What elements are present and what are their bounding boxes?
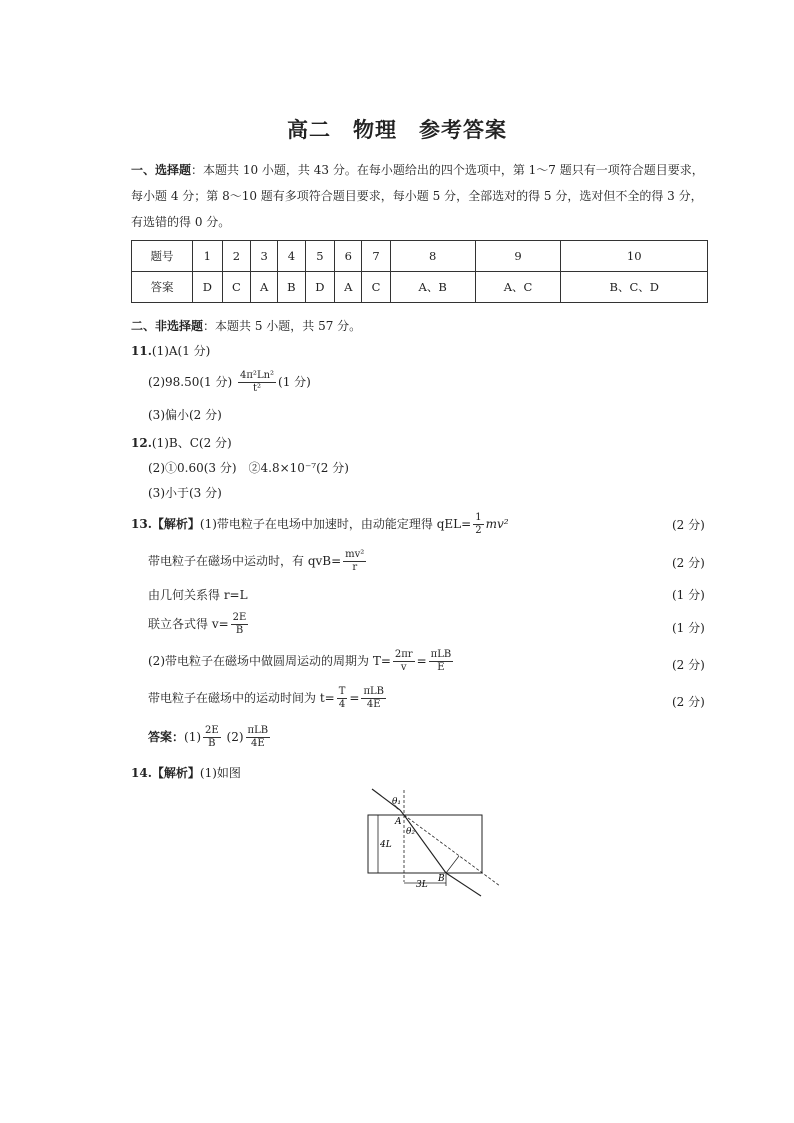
q12-part1 <box>131 434 232 451</box>
q13-answer-label: 答案： <box>148 730 185 744</box>
q13-line6-fraction-b <box>361 686 386 711</box>
q11-formula <box>238 370 276 395</box>
cell-number: 5 <box>305 241 335 272</box>
q11-part2 <box>148 370 311 395</box>
q11-part2-prefix: (2)98.50(1 分) <box>148 375 233 389</box>
q13-line2-text: 带电粒子在磁场中运动时，有 qvB= <box>148 554 342 568</box>
emergent-ray <box>446 873 481 896</box>
cell-answer: B <box>278 272 305 303</box>
q13-line5-text: (2)带电粒子在磁场中做圆周运动的周期为 T= <box>148 654 391 668</box>
q13-line5-score: (2 分) <box>672 658 705 672</box>
q13-number: 13. <box>131 517 152 531</box>
cell-answer: A、B <box>390 272 475 303</box>
table-row-answers <box>132 272 708 303</box>
q12-part1-text: (1)B、C(2 分) <box>151 436 232 450</box>
q13-line4-fraction <box>231 612 249 637</box>
section1-text: ：本题共 10 小题，共 43 分。在每小题给出的四个选项中，第 1～7 题只有一项符合题目要求，每小题 4 分；第 8～10 题有多项符合题目要求，每小题 5 分，全部选对的得 5 分，选对但不全的得 3 分，有选错的得 0 分。 <box>131 163 704 229</box>
fraction-denominator: E <box>437 662 445 673</box>
extended-incident-line <box>404 815 500 886</box>
q12-part2: (2)①0.60(3 分) ②4.8×10⁻⁷(2 分) <box>148 461 349 475</box>
cell-number: 1 <box>193 241 223 272</box>
cell-answer: D <box>305 272 335 303</box>
q12-number: 12. <box>131 436 152 450</box>
q14-number: 14. <box>131 766 152 780</box>
cell-answer: C <box>222 272 250 303</box>
cell-number: 6 <box>335 241 362 272</box>
cell-answer: C <box>362 272 390 303</box>
q11-part1-text: (1)A(1 分) <box>151 344 211 358</box>
fraction-denominator: v <box>400 662 407 673</box>
q13-line3-score: (1 分) <box>672 588 705 602</box>
fraction-denominator: B <box>208 738 216 749</box>
q13-line6-fraction-a <box>337 686 348 711</box>
q13-line2-fraction <box>343 549 366 574</box>
q13-line1-fraction <box>473 512 483 537</box>
q13-line6-equals: = <box>349 691 360 705</box>
cell-number: 3 <box>251 241 278 272</box>
cell-number: 2 <box>222 241 250 272</box>
fraction-numerator: mv² <box>345 549 365 560</box>
fraction-numerator: 2E <box>232 612 247 623</box>
fraction-numerator: πLB <box>247 725 269 736</box>
q12-part3: (3)小于(3 分) <box>148 486 222 500</box>
q13-line1-text: (1)带电粒子在电场中加速时，由动能定理得 qEL= <box>199 517 472 531</box>
q13-answer2-fraction <box>246 725 271 750</box>
q13-line6 <box>148 686 388 711</box>
width-label: 3L <box>416 880 428 890</box>
incident-ray-end <box>400 810 404 815</box>
fraction-numerator: T <box>338 686 346 697</box>
fraction-numerator: 2E <box>205 725 219 736</box>
theta2-label: θ₂ <box>406 827 416 837</box>
q13-line2-score: (2 分) <box>672 556 705 570</box>
refraction-diagram <box>360 786 510 898</box>
cell-answer: A、C <box>475 272 561 303</box>
fraction-numerator: 2πr <box>394 649 413 660</box>
section2-heading <box>131 317 361 334</box>
q11-number: 11. <box>131 344 152 358</box>
q13-line3: 由几何关系得 r=L <box>148 588 248 602</box>
q13-line5-equals: = <box>416 654 427 668</box>
fraction-denominator: 4E <box>366 699 381 710</box>
q13-line5-fraction-a <box>393 649 415 674</box>
perpendicular-line <box>446 856 459 873</box>
q11-part1 <box>131 342 210 359</box>
fraction-denominator: 4E <box>250 738 265 749</box>
q13-line2 <box>148 549 368 574</box>
q11-numerator: 4π²Ln² <box>240 370 275 381</box>
fraction-denominator: 2 <box>475 525 482 536</box>
section1-label: 一、选择题 <box>131 163 192 177</box>
q13-tag: 【解析】 <box>151 517 200 531</box>
cell-number: 7 <box>362 241 390 272</box>
section2-text: ：本题共 5 小题，共 57 分。 <box>203 319 362 333</box>
page-title: 高二 物理 参考答案 <box>287 117 507 142</box>
q13-line1 <box>131 512 509 537</box>
cell-number: 9 <box>475 241 561 272</box>
q13-answer1-prefix: (1) <box>184 730 202 744</box>
height-label: 4L <box>380 840 392 850</box>
q14-text: (1)如图 <box>199 766 241 780</box>
row-label-number: 题号 <box>132 241 193 272</box>
q13-answer2-prefix: (2) <box>226 730 244 744</box>
q13-line5-fraction-b <box>429 649 454 674</box>
q13-answer1-fraction <box>203 725 221 750</box>
q13-line6-score: (2 分) <box>672 695 705 709</box>
cell-answer: D <box>193 272 223 303</box>
refracted-ray <box>404 815 446 873</box>
cell-answer: B、C、D <box>561 272 708 303</box>
q11-part2-suffix: (1 分) <box>278 375 311 389</box>
q13-line4-text: 联立各式得 v= <box>148 617 229 631</box>
q13-line6-text: 带电粒子在磁场中的运动时间为 t= <box>148 691 335 705</box>
q13-line5 <box>148 649 455 674</box>
row-label-answer: 答案 <box>132 272 193 303</box>
q13-line4-score: (1 分) <box>672 621 705 635</box>
fraction-numerator: 1 <box>475 512 482 523</box>
cell-number: 10 <box>561 241 708 272</box>
q14-line1 <box>131 764 241 781</box>
theta1-label: θ₁ <box>392 797 402 807</box>
q13-answer <box>148 725 272 750</box>
fraction-denominator: r <box>352 562 358 573</box>
q11-part3: (3)偏小(2 分) <box>148 408 222 422</box>
q14-tag: 【解析】 <box>151 766 200 780</box>
cell-answer: A <box>251 272 278 303</box>
q13-line1-score: (2 分) <box>672 518 705 532</box>
section1-instructions <box>131 157 711 235</box>
q13-line4 <box>148 612 250 637</box>
q13-line1-tail: mv² <box>485 517 509 531</box>
fraction-numerator: πLB <box>363 686 384 697</box>
table-row-numbers <box>132 241 708 272</box>
cell-number: 8 <box>390 241 475 272</box>
answer-table <box>131 240 708 303</box>
fraction-numerator: πLB <box>430 649 452 660</box>
point-a-label: A <box>395 817 402 827</box>
q11-denominator: t² <box>253 383 262 394</box>
point-b-label: B <box>438 874 445 884</box>
fraction-denominator: B <box>235 625 244 636</box>
cell-answer: A <box>335 272 362 303</box>
cell-number: 4 <box>278 241 305 272</box>
fraction-denominator: 4 <box>338 699 346 710</box>
section2-label: 二、非选择题 <box>131 319 204 333</box>
